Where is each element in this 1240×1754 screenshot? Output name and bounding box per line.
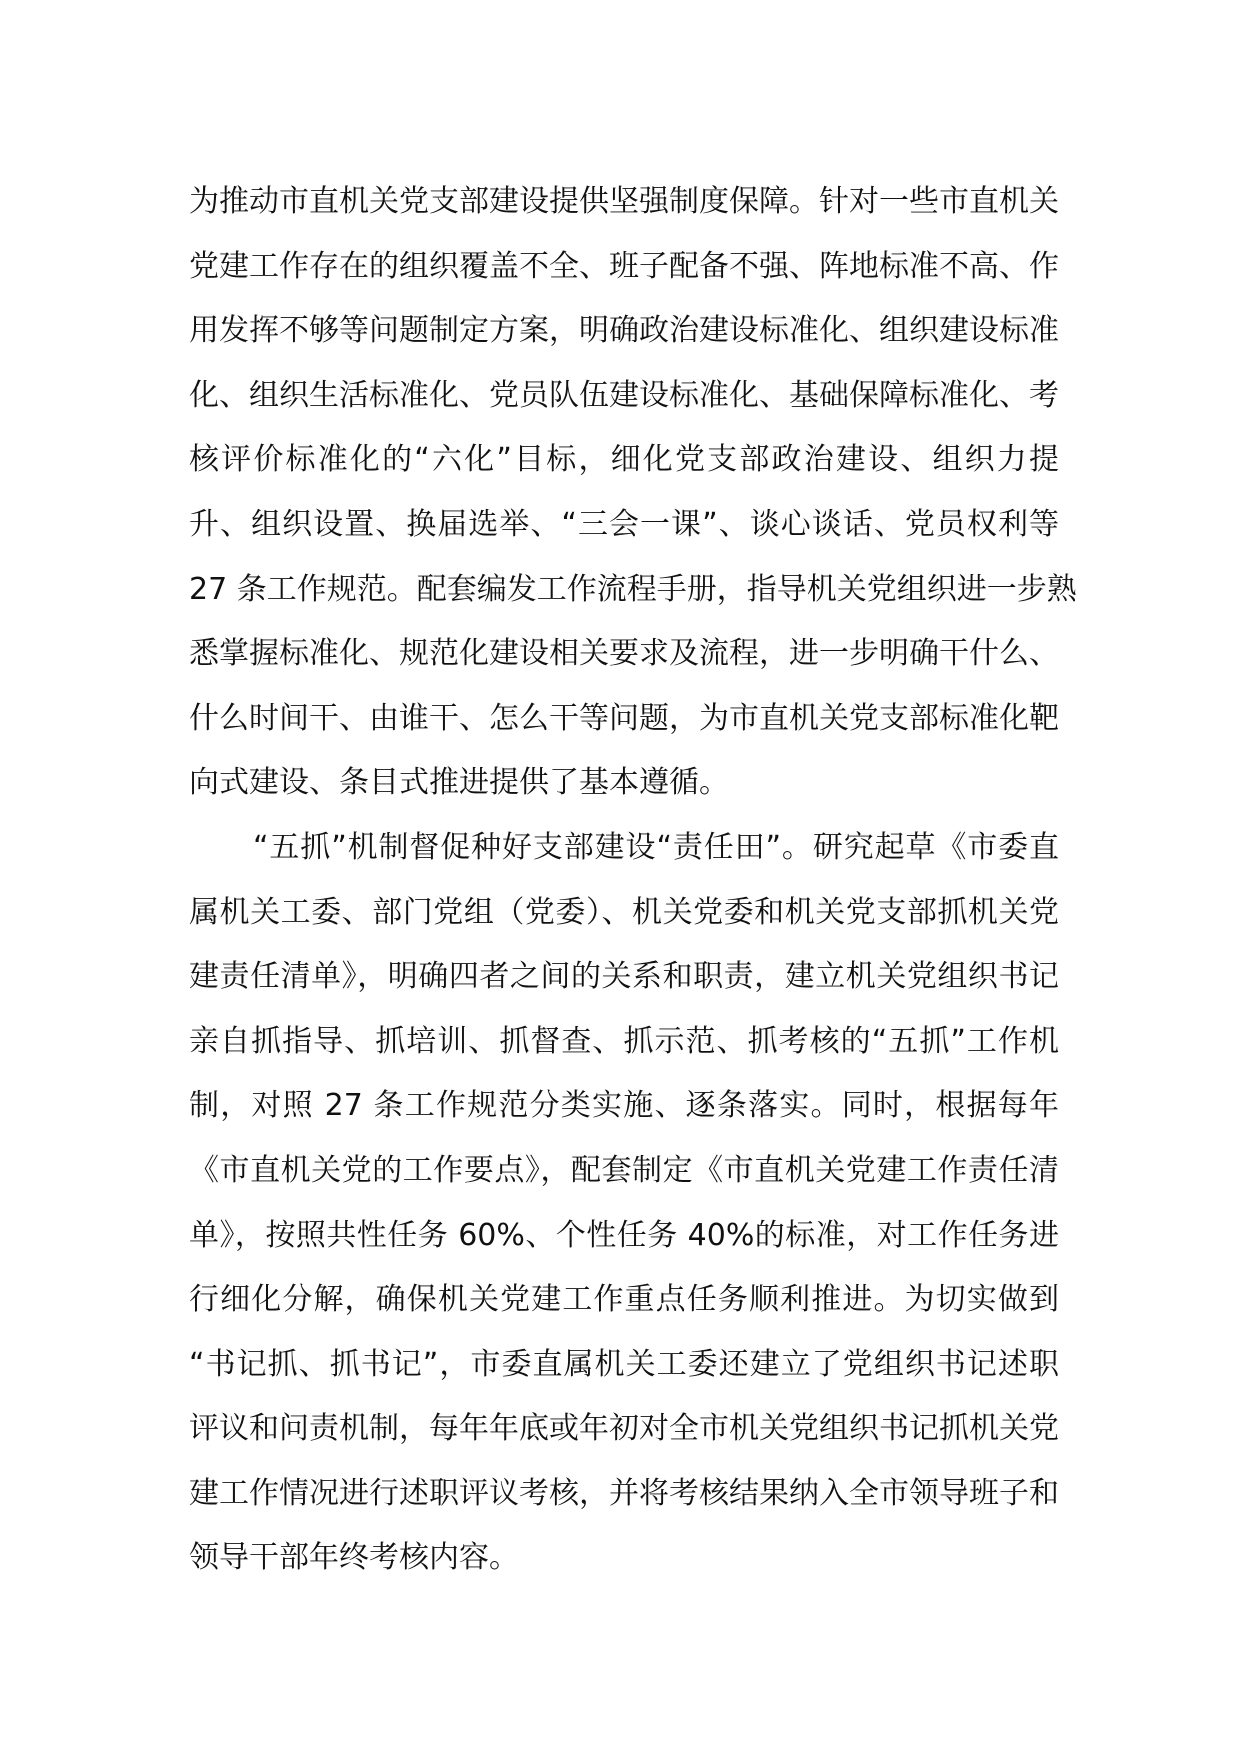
text-line: “书记抓、抓书记”，市委直属机关工委还建立了党组织书记述职 <box>189 1346 1059 1382</box>
text-line: “五抓”机制督促种好支部建设“责任田”。研究起草《市委直 <box>253 829 1059 865</box>
text-line: 向式建设、条目式推进提供了基本遵循。 <box>189 765 729 801</box>
text-line: 制，对照 27 条工作规范分类实施、逐条落实。同时，根据每年 <box>189 1088 1059 1124</box>
document-body <box>189 170 1077 1591</box>
paragraph-1 <box>189 170 1077 816</box>
text-line: 行细化分解，确保机关党建工作重点任务顺利推进。为切实做到 <box>189 1282 1059 1318</box>
text-line: 27 条工作规范。配套编发工作流程手册，指导机关党组织进一步熟 <box>189 571 1077 607</box>
text-line: 升、组织设置、换届选举、“三会一课”、谈心谈话、党员权利等 <box>189 506 1059 542</box>
text-line: 亲自抓指导、抓培训、抓督查、抓示范、抓考核的“五抓”工作机 <box>189 1023 1059 1059</box>
text-line: 党建工作存在的组织覆盖不全、班子配备不强、阵地标准不高、作 <box>189 248 1059 284</box>
text-line: 化、组织生活标准化、党员队伍建设标准化、基础保障标准化、考 <box>189 377 1059 413</box>
text-line: 《市直机关党的工作要点》，配套制定《市直机关党建工作责任清 <box>189 1152 1059 1188</box>
text-line: 单》，按照共性任务 60%、个性任务 40%的标准，对工作任务进 <box>189 1217 1059 1253</box>
text-line: 评议和问责机制，每年年底或年初对全市机关党组织书记抓机关党 <box>189 1411 1059 1447</box>
text-line: 悉掌握标准化、规范化建设相关要求及流程，进一步明确干什么、 <box>189 636 1059 672</box>
text-line: 领导干部年终考核内容。 <box>189 1540 519 1576</box>
text-line: 建责任清单》，明确四者之间的关系和职责，建立机关党组织书记 <box>189 959 1059 995</box>
text-line: 核评价标准化的“六化”目标，细化党支部政治建设、组织力提 <box>189 442 1059 478</box>
paragraph-2 <box>189 816 1059 1591</box>
text-line: 用发挥不够等问题制定方案，明确政治建设标准化、组织建设标准 <box>189 313 1059 349</box>
text-line: 什么时间干、由谁干、怎么干等问题，为市直机关党支部标准化靶 <box>189 700 1059 736</box>
text-line: 为推动市直机关党支部建设提供坚强制度保障。针对一些市直机关 <box>189 184 1059 219</box>
text-line: 建工作情况进行述职评议考核，并将考核结果纳入全市领导班子和 <box>189 1475 1059 1511</box>
text-line: 属机关工委、部门党组（党委）、机关党委和机关党支部抓机关党 <box>189 894 1059 930</box>
